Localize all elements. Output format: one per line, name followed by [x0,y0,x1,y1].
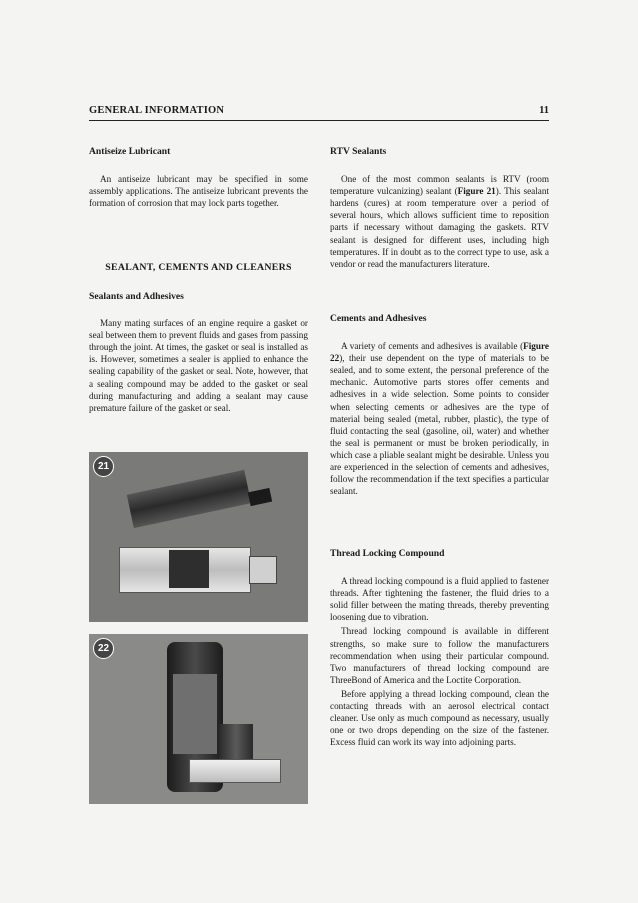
red-tube-cap [248,488,272,506]
antiseize-paragraph: An antiseize lubricant may be specified in some assembly applications. The antiseize lubricant prevents the formation of corrosion that may lock parts together. [89,174,308,209]
page-number: 11 [539,105,549,116]
figure-21-ref: Figure 21 [457,186,496,197]
cements-text-a: A variety of cements and adhesives is available ( [341,341,524,352]
running-title: GENERAL INFORMATION [89,105,225,116]
cements-heading: Cements and Adhesives [330,313,427,324]
red-tube [127,470,251,528]
thread-paragraph-1: A thread locking compound is a fluid applied to fastener threads. After tightening the fastener, the fluid dries to a solid filler between the mating threads, thereby preventing loosening due to vibration. [330,576,549,623]
figure-21-photo [89,452,308,622]
rtv-heading: RTV Sealants [330,146,387,157]
rtv-text-a: One of the most common sealants is RTV (room temperature vulcanizing) sealant ( [330,174,549,197]
section-title-block [89,262,308,274]
rtv-section [330,146,549,270]
spray-can-label [173,674,217,754]
rtv-paragraph [330,173,549,270]
small-tube [189,759,281,783]
rtv-text-b: ). This sealant hardens (cures) at room temperature over a period of several hours, which allows sufficient time to reposition parts if necessary without damaging the gaskets. RTV sealant is designed for different uses, including high temperatures. If in doubt as to the correct type to use, ask a vendor or read the manufacturers literature. [330,186,549,269]
thread-locking-section [330,548,549,748]
figure-22-photo [89,634,308,804]
sealants-section [89,291,308,414]
antiseize-section [89,146,308,209]
antiseize-heading: Antiseize Lubricant [89,146,171,157]
figure-22-ref: Figure 22 [330,341,549,364]
header-rule [89,120,549,121]
rtv-tube-label [169,550,209,588]
section-title: SEALANT, CEMENTS AND CLEANERS [105,262,292,273]
cements-section [330,313,549,497]
thread-paragraph-3: Before applying a thread locking compound, clean the contacting threads with an aerosol electrical contact cleaner. Use only as much compound as necessary, usually one or two drops depending on the size of the fastener. Excess fluid can work its way into adjoining parts. [330,688,549,748]
sealants-heading: Sealants and Adhesives [89,291,184,302]
page-header [89,105,549,121]
figure-21-label: 21 [93,456,114,477]
cements-paragraph [330,340,549,497]
thread-paragraph-2: Thread locking compound is available in different strengths, so make sure to follow the manufacturers recommendation when using their particular compound. Two manufacturers of thread locking compound are ThreeBond of America and the Loctite Corporation. [330,626,549,685]
cement-jar [219,724,253,764]
cements-text-b: ), their use dependent on the type of materials to be sealed, and to some extent, the personal preference of the mechanic. Automotive parts stores offer cements and adhesives in a wide selection. Some points to consider when selecting cements or adhesives are the type of material being sealed (metal, rubber, plastic), the type of fluid contacting the seal (gasoline, oil, water) and whether the seal is permanent or must be broken periodically, in which case a pliable sealant might be desirable. Unless you are experienced in the selection of cements and adhesives, follow the recommendation if the text specifies a particular sealant. [330,353,549,497]
rtv-tube-cap [249,556,277,584]
figure-22-label: 22 [93,638,114,659]
thread-locking-heading: Thread Locking Compound [330,548,445,559]
sealants-paragraph: Many mating surfaces of an engine require a gasket or seal between them to prevent fluids and gases from passing through the joint. At times, the gasket or seal is installed as is. However, sometimes a sealer is applied to enhance the sealing capability of the gasket or seal. Note, however, that a sealing compound may be added to the gasket or seal during manufacturing and adding a sealant may cause premature failure of the gasket or seal. [89,318,308,413]
